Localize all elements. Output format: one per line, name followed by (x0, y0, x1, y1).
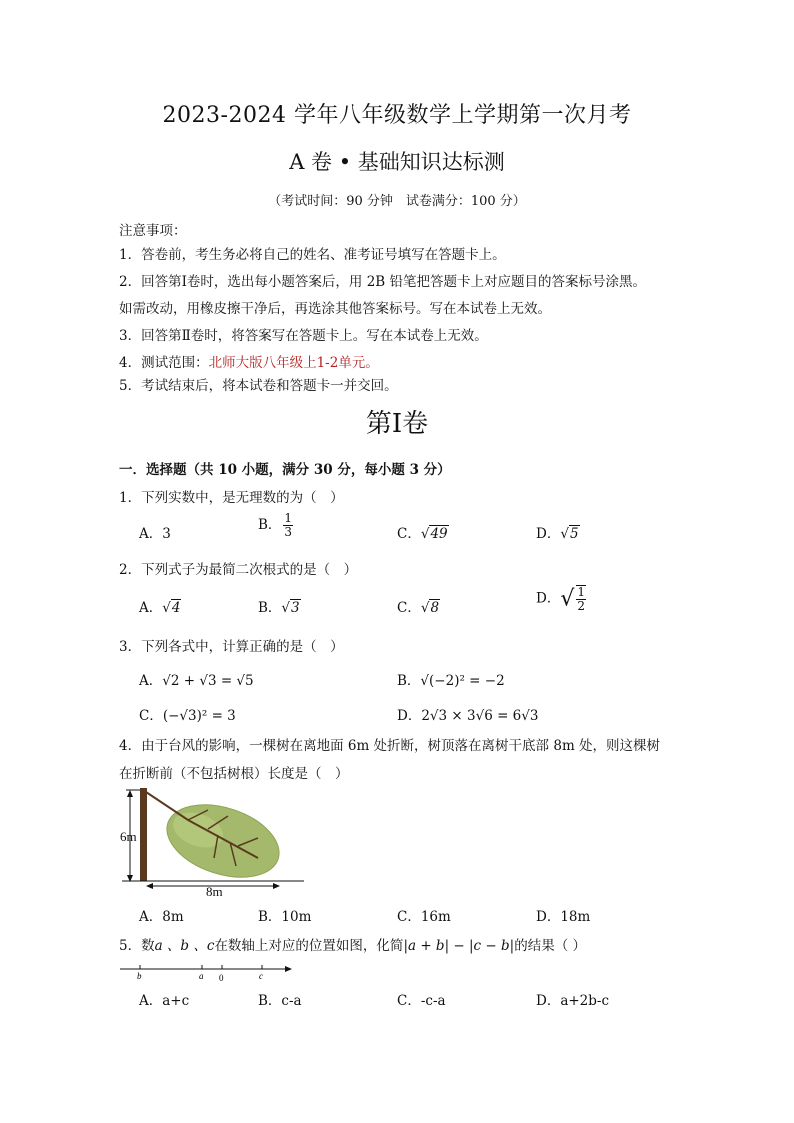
note-item-4 (119, 351, 379, 371)
q3-option-b-label: B． (397, 673, 421, 689)
q1-option-b (258, 512, 293, 539)
q5-number-line (118, 962, 298, 984)
base-arrow-left (146, 883, 153, 889)
note-item-2-cont: 如需改动，用橡皮擦干净后，再选涂其他答案标号。写在本试卷上无效。 (119, 301, 551, 317)
volume-title: 第Ⅰ卷 (365, 409, 429, 439)
q2-option-a-label: A． (139, 600, 163, 616)
q5-stem (119, 934, 586, 954)
q5-option-d: D．a+2b-c (536, 993, 610, 1009)
q1-option-a: A．3 (139, 526, 171, 542)
q5-stem-mid: 在数轴上对应的位置如图，化简 (214, 938, 404, 954)
q4-option-b: B．10m (258, 909, 312, 925)
exam-info: （考试时间：90 分钟 试卷满分：100 分） (268, 194, 526, 209)
base-arrow-right (273, 883, 280, 889)
height-label: 6m (120, 829, 137, 844)
q5-stem-expr: |a + b| − |c − b| (403, 938, 515, 954)
q2-stem: 2．下列式子为最简二次根式的是（ ） (119, 562, 358, 578)
q3-option-c-label: C． (139, 708, 163, 724)
exam-title: 2023-2024 学年八年级数学上学期第一次月考 (162, 103, 632, 128)
q3-option-a-label: A． (139, 673, 163, 689)
q2-option-a (139, 596, 181, 616)
q2-option-b (258, 596, 301, 616)
q5-stem-suffix: 的结果（ ） (514, 938, 587, 954)
q4-stem-line2: 在折断前（不包括树根）长度是（ ） (119, 766, 349, 782)
q3-option-c (139, 704, 236, 724)
q4-stem-line1: 4．由于台风的影响，一棵树在离地面 6m 处折断，树顶落在离树干底部 8m 处，则这棵树 (119, 738, 661, 754)
q3-option-a-expr: √2 + √3 = √5 (162, 673, 254, 689)
q2-radicand-a: 4 (171, 600, 181, 616)
q1-fraction-num: 1 (284, 511, 293, 525)
q1-option-d-label: D． (536, 526, 561, 542)
q3-option-d (397, 704, 538, 724)
number-axis-arrow (285, 966, 292, 972)
q2-option-d (536, 585, 586, 613)
q1-sqrt-c: √49 (420, 526, 448, 542)
q1-fraction-den: 3 (284, 525, 293, 539)
q2-option-d-label: D． (536, 590, 561, 607)
q4-tree-figure (118, 786, 308, 898)
q2-radicand-b: 3 (291, 600, 300, 616)
note-item-5: 5．考试结束后，将本试卷和答题卡一并交回。 (119, 378, 398, 394)
note-item-2: 2．回答第Ⅰ卷时，选出每小题答案后，用 2B 铅笔把答题卡上对应题目的答案标号涂黑。 (119, 274, 647, 290)
q3-option-b-expr: √(−2)² = −2 (420, 673, 505, 689)
q3-option-d-expr: 2√3 × 3√6 = 6√3 (421, 708, 539, 724)
q2-fraction-den: 2 (577, 599, 585, 613)
q1-option-b-label: B． (258, 517, 282, 533)
q2-option-c-label: C． (397, 600, 421, 616)
axis-label-zero: 0 (219, 973, 224, 983)
q3-option-a (139, 669, 254, 689)
note-item-3: 3．回答第Ⅱ卷时，将答案写在答题卡上。写在本试卷上无效。 (119, 328, 488, 344)
q4-option-d: D．18m (536, 909, 591, 925)
q5-option-b: B．c-a (258, 993, 302, 1009)
q4-option-c: C．16m (397, 909, 451, 925)
q2-radicand-c: 8 (430, 600, 440, 616)
height-arrow-top (127, 790, 133, 797)
tree-trunk (140, 788, 147, 881)
axis-label-b: b (137, 971, 142, 981)
q5-stem-vars: a 、b 、c (154, 938, 215, 954)
q2-option-b-label: B． (258, 600, 282, 616)
q2-sqrt-a: √4 (162, 600, 181, 616)
section1-heading: 一．选择题（共 10 小题，满分 30 分，每小题 3 分） (119, 462, 451, 478)
q1-radicand-d: 5 (569, 526, 579, 542)
q1-option-d (536, 522, 580, 542)
q5-stem-prefix: 5．数 (119, 938, 155, 954)
axis-label-c: c (259, 971, 263, 981)
axis-label-a: a (199, 971, 204, 981)
tree-foliage (158, 792, 289, 891)
q2-sqrt-symbol: √ (560, 586, 575, 612)
test-range: 北师大版八年级上1-2单元。 (208, 355, 379, 371)
q3-option-d-label: D． (397, 708, 422, 724)
q4-option-a: A．8m (139, 909, 184, 925)
note-item-1: 1．答卷前，考生务必将自己的姓名、准考证号填写在答题卡上。 (119, 247, 506, 263)
notes-heading: 注意事项： (119, 223, 187, 239)
q1-stem: 1．下列实数中，是无理数的为（ ） (119, 490, 344, 506)
q1-option-c (397, 522, 449, 542)
q5-option-a: A．a+c (139, 993, 190, 1009)
q1-radicand-c: 49 (430, 526, 448, 542)
q2-option-c (397, 596, 440, 616)
q5-option-c: C．-c-a (397, 993, 446, 1009)
q1-sqrt-d: √5 (560, 526, 579, 542)
q3-option-b (397, 669, 505, 689)
note-item-4-prefix: 4．测试范围： (119, 355, 209, 371)
q2-sqrt-c: √8 (420, 600, 440, 616)
q2-fraction (576, 585, 586, 613)
q2-fraction-num: 1 (577, 585, 585, 599)
exam-subtitle: A 卷 • 基础知识达标测 (289, 150, 505, 174)
q2-sqrt-b: √3 (281, 600, 300, 616)
q1-option-c-label: C． (397, 526, 421, 542)
q3-option-c-expr: (−√3)² = 3 (162, 708, 236, 724)
base-label: 8m (206, 884, 223, 899)
q1-fraction (283, 512, 293, 539)
q3-stem: 3．下列各式中，计算正确的是（ ） (119, 639, 344, 655)
